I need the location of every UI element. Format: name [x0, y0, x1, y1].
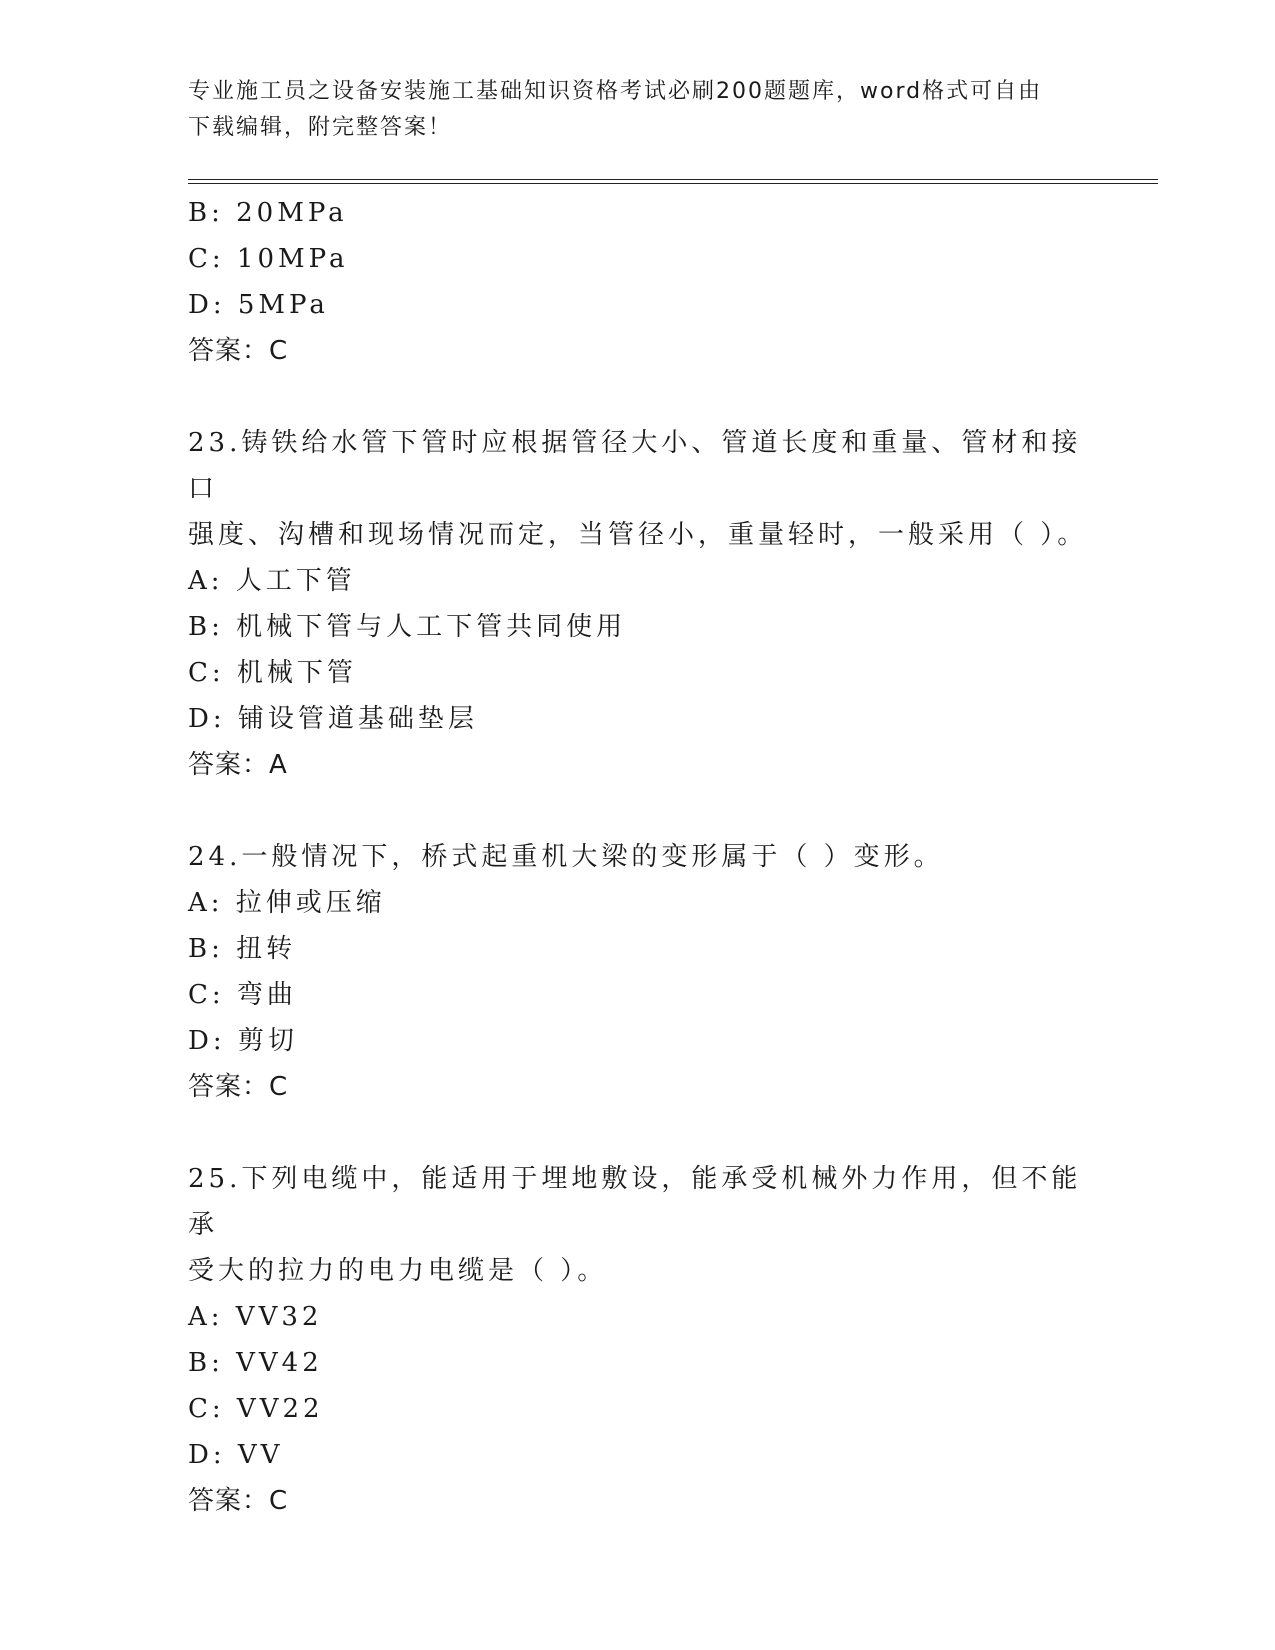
question-stem-line-2: 强度、沟槽和现场情况而定，当管径小，重量轻时，一般采用（ ）。	[188, 520, 1088, 550]
spacer	[188, 374, 1088, 420]
spacer	[188, 788, 1088, 834]
question-stem-line-1: 25.下列电缆中，能适用于埋地敷设，能承受机械外力作用，但不能承	[188, 1164, 1082, 1240]
question-24	[188, 834, 1088, 1110]
option-b: B: 20MPa	[188, 198, 348, 228]
option-d: D: 剪切	[188, 1026, 298, 1056]
answer-line: 答案：C	[188, 1072, 289, 1102]
option-a: A: VV32	[188, 1302, 323, 1332]
answer-line: 答案：C	[188, 336, 289, 366]
header-title-line-2: 下载编辑，附完整答案！	[188, 115, 453, 140]
answer-line: 答案：A	[188, 750, 288, 780]
question-stem-line-2: 受大的拉力的电力电缆是（ ）。	[188, 1256, 608, 1286]
question-22-continued	[188, 190, 1088, 374]
option-d: D: 铺设管道基础垫层	[188, 704, 478, 734]
question-25	[188, 1156, 1088, 1524]
option-d: D: 5MPa	[188, 290, 329, 320]
option-c: C: VV22	[188, 1394, 324, 1424]
option-a: A: 拉伸或压缩	[188, 888, 386, 918]
answer-line: 答案：C	[188, 1486, 289, 1516]
question-list	[188, 190, 1088, 1524]
option-b: B: 机械下管与人工下管共同使用	[188, 612, 627, 642]
option-b: B: VV42	[188, 1348, 323, 1378]
spacer	[188, 1110, 1088, 1156]
header-title-line-1: 专业施工员之设备安装施工基础知识资格考试必刷200题题库，word格式可自由	[188, 79, 1043, 104]
option-c: C: 10MPa	[188, 244, 349, 274]
option-c: C: 机械下管	[188, 658, 357, 688]
document-header	[188, 74, 1088, 146]
option-d: D: VV	[188, 1440, 284, 1470]
question-stem-line-1: 24.一般情况下，桥式起重机大梁的变形属于（ ）变形。	[188, 842, 944, 872]
header-divider-bottom	[188, 183, 1158, 184]
header-divider-top	[188, 179, 1158, 180]
option-c: C: 弯曲	[188, 980, 297, 1010]
option-a: A: 人工下管	[188, 566, 356, 596]
question-stem-line-1: 23.铸铁给水管下管时应根据管径大小、管道长度和重量、管材和接口	[188, 428, 1082, 504]
question-23	[188, 420, 1088, 788]
option-b: B: 扭转	[188, 934, 297, 964]
